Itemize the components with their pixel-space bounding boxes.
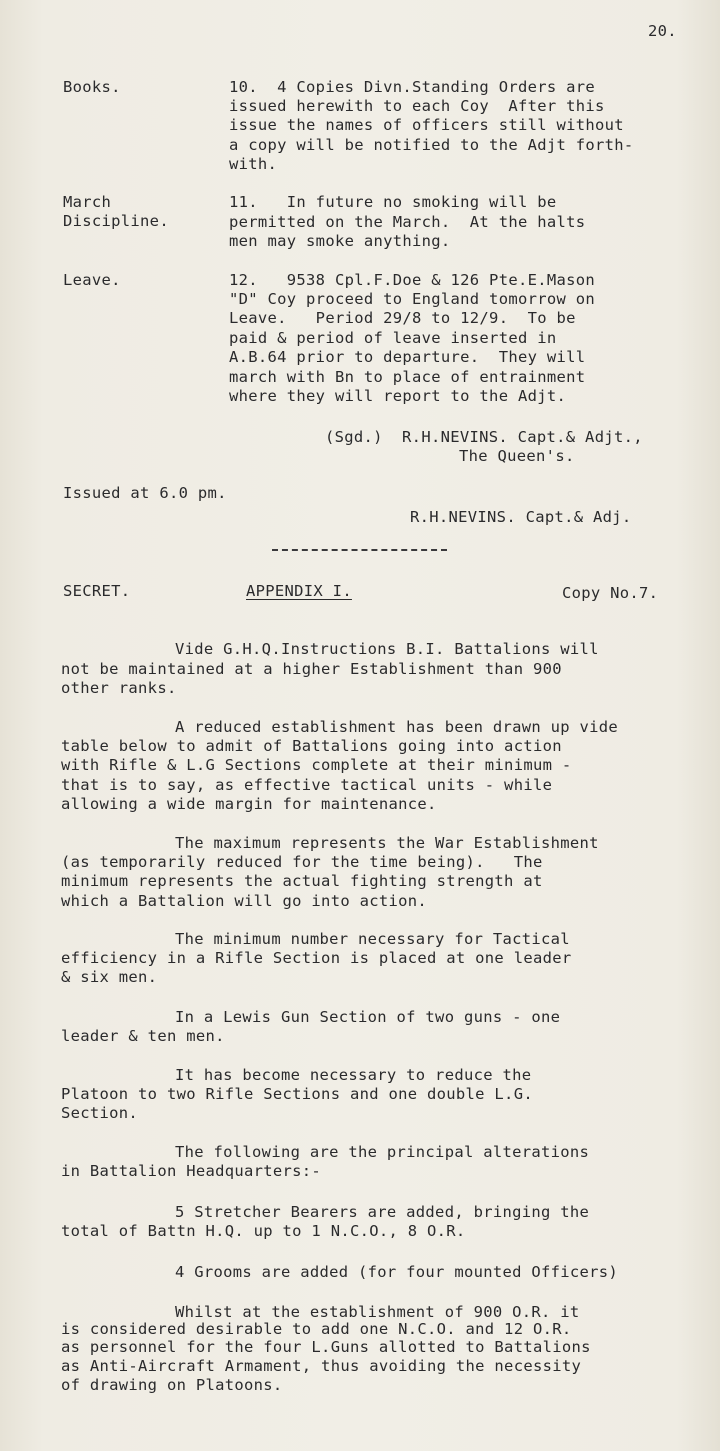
para-1-line-2: not be maintained at a higher Establishment than 900: [61, 660, 562, 678]
para-2-line-3: with Rifle & L.G Sections complete at their minimum -: [61, 756, 572, 774]
order-12-line-6: march with Bn to place of entrainment: [229, 368, 586, 386]
order-10-line-4: a copy will be notified to the Adjt forth-: [229, 136, 634, 154]
para-5-line-2: leader & ten men.: [61, 1027, 225, 1045]
para-7-line-2: in Battalion Headquarters:-: [61, 1162, 322, 1180]
issued-signature: R.H.NEVINS. Capt.& Adj.: [410, 508, 632, 526]
para-8-line-1: 5 Stretcher Bearers are added, bringing the: [175, 1203, 590, 1221]
classification-label: SECRET.: [63, 582, 131, 600]
appendix-title: APPENDIX I.: [246, 582, 352, 600]
order-11-line-1: 11. In future no smoking will be: [229, 193, 557, 211]
para-2-line-2: table below to admit of Battalions going into action: [61, 737, 562, 755]
para-4-line-2: efficiency in a Rifle Section is placed at one leader: [61, 949, 572, 967]
para-6-line-3: Section.: [61, 1104, 139, 1122]
para-9-line-1: 4 Grooms are added (for four mounted Officers): [175, 1263, 619, 1281]
para-4-line-1: The minimum number necessary for Tactical: [175, 930, 570, 948]
para-10-line-1: Whilst at the establishment of 900 O.R. it: [175, 1303, 580, 1321]
para-3-line-3: minimum represents the actual fighting strength at: [61, 872, 543, 890]
page-number: 20.: [648, 22, 677, 40]
para-5-line-1: In a Lewis Gun Section of two guns - one: [175, 1008, 561, 1026]
para-10-line-3: as personnel for the four L.Guns allotted to Battalions: [61, 1338, 591, 1356]
para-1-line-1: Vide G.H.Q.Instructions B.I. Battalions will: [175, 640, 599, 658]
para-3-line-1: The maximum represents the War Establishment: [175, 834, 599, 852]
order-11-line-3: men may smoke anything.: [229, 232, 451, 250]
order-10-line-2: issued herewith to each Coy After this: [229, 97, 605, 115]
signature-line-1: (Sgd.) R.H.NEVINS. Capt.& Adjt.,: [325, 428, 643, 446]
order-10-line-1: 10. 4 Copies Divn.Standing Orders are: [229, 78, 596, 96]
order-12-line-7: where they will report to the Adjt.: [229, 387, 567, 405]
order-11-line-2: permitted on the March. At the halts: [229, 213, 586, 231]
para-2-line-5: allowing a wide margin for maintenance.: [61, 795, 437, 813]
para-10-line-2: is considered desirable to add one N.C.O. and 12 O.R.: [61, 1320, 572, 1338]
para-3-line-4: which a Battalion will go into action.: [61, 892, 428, 910]
order-12-line-4: paid & period of leave inserted in: [229, 329, 557, 347]
order-10-line-3: issue the names of officers still without: [229, 116, 624, 134]
section-divider: [272, 549, 447, 551]
para-8-line-2: total of Battn H.Q. up to 1 N.C.O., 8 O.R.: [61, 1222, 466, 1240]
margin-label-leave: Leave.: [63, 271, 121, 289]
para-2-line-1: A reduced establishment has been drawn up vide: [175, 718, 619, 736]
para-2-line-4: that is to say, as effective tactical units - while: [61, 776, 553, 794]
margin-label-discipline: Discipline.: [63, 212, 169, 230]
order-12-line-2: "D" Coy proceed to England tomorrow on: [229, 290, 596, 308]
para-6-line-1: It has become necessary to reduce the: [175, 1066, 532, 1084]
para-7-line-1: The following are the principal alterations: [175, 1143, 590, 1161]
order-12-line-3: Leave. Period 29/8 to 12/9. To be: [229, 309, 576, 327]
order-12-line-1: 12. 9538 Cpl.F.Doe & 126 Pte.E.Mason: [229, 271, 596, 289]
order-12-line-5: A.B.64 prior to departure. They will: [229, 348, 586, 366]
para-1-line-3: other ranks.: [61, 679, 177, 697]
para-6-line-2: Platoon to two Rifle Sections and one double L.G.: [61, 1085, 533, 1103]
margin-label-books: Books.: [63, 78, 121, 96]
para-4-line-3: & six men.: [61, 968, 158, 986]
signature-line-2: The Queen's.: [459, 447, 575, 465]
para-10-line-5: of drawing on Platoons.: [61, 1376, 283, 1394]
para-10-line-4: as Anti-Aircraft Armament, thus avoiding the necessity: [61, 1357, 582, 1375]
margin-label-march: March: [63, 193, 112, 211]
para-3-line-2: (as temporarily reduced for the time being). The: [61, 853, 543, 871]
issued-time: Issued at 6.0 pm.: [63, 484, 227, 502]
copy-number: Copy No.7.: [562, 584, 659, 602]
order-10-line-5: with.: [229, 155, 278, 173]
